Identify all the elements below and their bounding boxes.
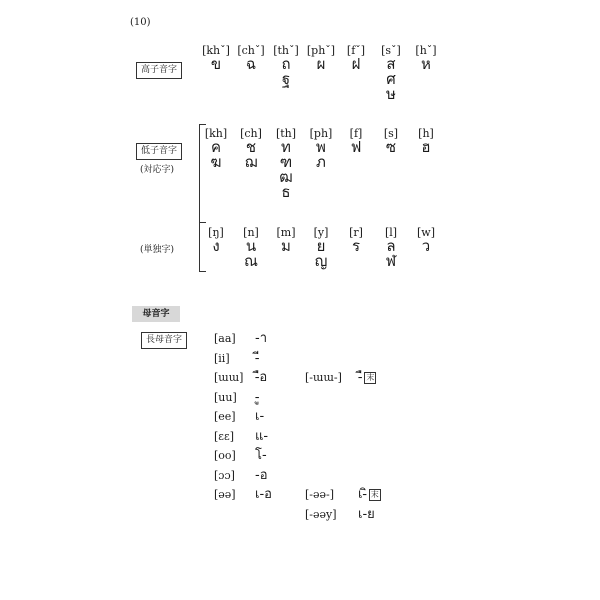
thai-consonant: ฒ <box>279 168 293 186</box>
thai-consonant: ฝ <box>351 55 361 73</box>
paired-label: (対応字) <box>140 165 175 175</box>
thai-consonant: ว <box>421 237 431 255</box>
consonant-sound: [hˇ] <box>415 44 437 57</box>
thai-consonant: ร <box>351 237 361 255</box>
thai-consonant: ล <box>386 237 396 255</box>
thai-consonant: ผ <box>316 55 326 73</box>
thai-consonant: ช <box>245 138 257 156</box>
thai-consonant: ฉ <box>245 55 257 73</box>
vowel-sound: [oo] <box>214 449 236 462</box>
thai-consonant: ฟ <box>350 138 362 156</box>
thai-consonant: ค <box>210 138 222 156</box>
vowel-form-medial <box>358 369 376 387</box>
thai-consonant: ฆ <box>210 153 222 171</box>
single-label: (単独字) <box>140 245 175 255</box>
consonant-sound: [m] <box>276 226 296 239</box>
thai-consonant: ษ <box>386 85 396 103</box>
consonant-sound: [th] <box>275 127 297 140</box>
thai-consonant: ญ <box>314 252 328 270</box>
vowel-form: -ือ <box>255 370 268 385</box>
vowel-sound-medial: [-əə-] <box>305 488 335 501</box>
vowel-sound: [ɯɯ] <box>214 371 244 384</box>
thai-consonant: ฐ <box>281 70 291 88</box>
consonant-sound: [f] <box>349 127 363 140</box>
thai-consonant: ม <box>281 237 291 255</box>
vowel-sound-medial: [-əəy] <box>305 507 337 521</box>
thai-consonant: ห <box>421 55 431 73</box>
vowel-section-header: 母音字 <box>132 306 180 322</box>
consonant-sound: [y] <box>313 226 329 239</box>
thai-consonant: ฮ <box>421 138 431 156</box>
consonant-sound: [ch] <box>240 127 262 140</box>
thai-consonant: น <box>245 237 257 255</box>
consonant-sound: [kh] <box>204 127 228 140</box>
vowel-form-medial <box>358 486 381 504</box>
thai-consonant: ฑ <box>279 153 293 171</box>
final-consonant-box: 末 <box>370 489 379 499</box>
vowel-sound: [əə] <box>214 488 236 501</box>
vowel-form-medial-text: เ-ิ <box>358 487 367 502</box>
final-consonant-box: 末 <box>366 372 375 382</box>
thai-consonant: ศ <box>386 70 396 88</box>
consonant-sound: [ph] <box>309 127 333 140</box>
thai-consonant: ธ <box>281 183 291 201</box>
consonant-sound: [r] <box>349 226 363 239</box>
thai-consonant: พ <box>316 138 326 156</box>
thai-consonant: ฌ <box>244 153 258 171</box>
long-vowel-label: 長母音字 <box>141 332 187 349</box>
vowel-sound-medial: [-ɯɯ-] <box>305 371 342 384</box>
vowel-sound: [ee] <box>214 410 236 423</box>
vowel-form: แ- <box>255 428 269 444</box>
thai-consonant: ข <box>210 55 222 73</box>
vowel-form: โ- <box>255 448 267 463</box>
vowel-form: -ี <box>255 350 260 366</box>
vowel-form: -า <box>255 331 267 346</box>
vowel-form: เ-อ <box>255 487 272 502</box>
vowel-sound: [ɔɔ] <box>214 468 235 482</box>
thai-consonant: ภ <box>316 153 326 171</box>
thai-consonant: ง <box>212 237 220 255</box>
page-number: (10) <box>130 17 151 28</box>
consonant-sound: [phˇ] <box>306 44 336 57</box>
high-class-label: 高子音字 <box>136 62 182 79</box>
consonant-sound: [khˇ] <box>202 44 230 57</box>
vowel-form: -อ <box>255 467 268 483</box>
thai-consonant: ย <box>316 237 326 255</box>
thai-consonant: ฬ <box>385 252 397 270</box>
vowel-form: -ู <box>255 389 260 405</box>
consonant-sound: [thˇ] <box>273 44 299 57</box>
low-class-label: 低子音字 <box>136 143 182 160</box>
vowel-sound: [uu] <box>214 390 237 404</box>
consonant-sound: [l] <box>384 226 398 239</box>
consonant-sound: [fˇ] <box>346 44 366 57</box>
consonant-sound: [h] <box>418 127 434 140</box>
consonant-sound: [ŋ] <box>208 226 224 239</box>
consonant-sound: [sˇ] <box>381 44 401 57</box>
vowel-sound: [ɛɛ] <box>214 429 234 443</box>
vowel-form-medial-text: -ื <box>358 370 363 385</box>
consonant-sound: [chˇ] <box>237 44 265 57</box>
consonant-sound: [s] <box>383 127 399 140</box>
vowel-sound: [ii] <box>214 351 230 365</box>
thai-consonant: ซ <box>385 138 397 156</box>
thai-consonant: ท <box>281 138 291 156</box>
thai-consonant: ณ <box>244 252 258 270</box>
vowel-form: เ- <box>255 409 265 424</box>
thai-consonant: ถ <box>281 55 291 73</box>
thai-consonant: ส <box>386 55 396 73</box>
vowel-form-medial-text: เ-ย <box>358 506 375 522</box>
vowel-form-medial <box>358 506 375 524</box>
single-bracket-divider <box>199 222 206 223</box>
consonant-sound: [w] <box>417 226 435 239</box>
consonant-sound: [n] <box>243 226 259 239</box>
vowel-sound: [aa] <box>214 332 236 345</box>
